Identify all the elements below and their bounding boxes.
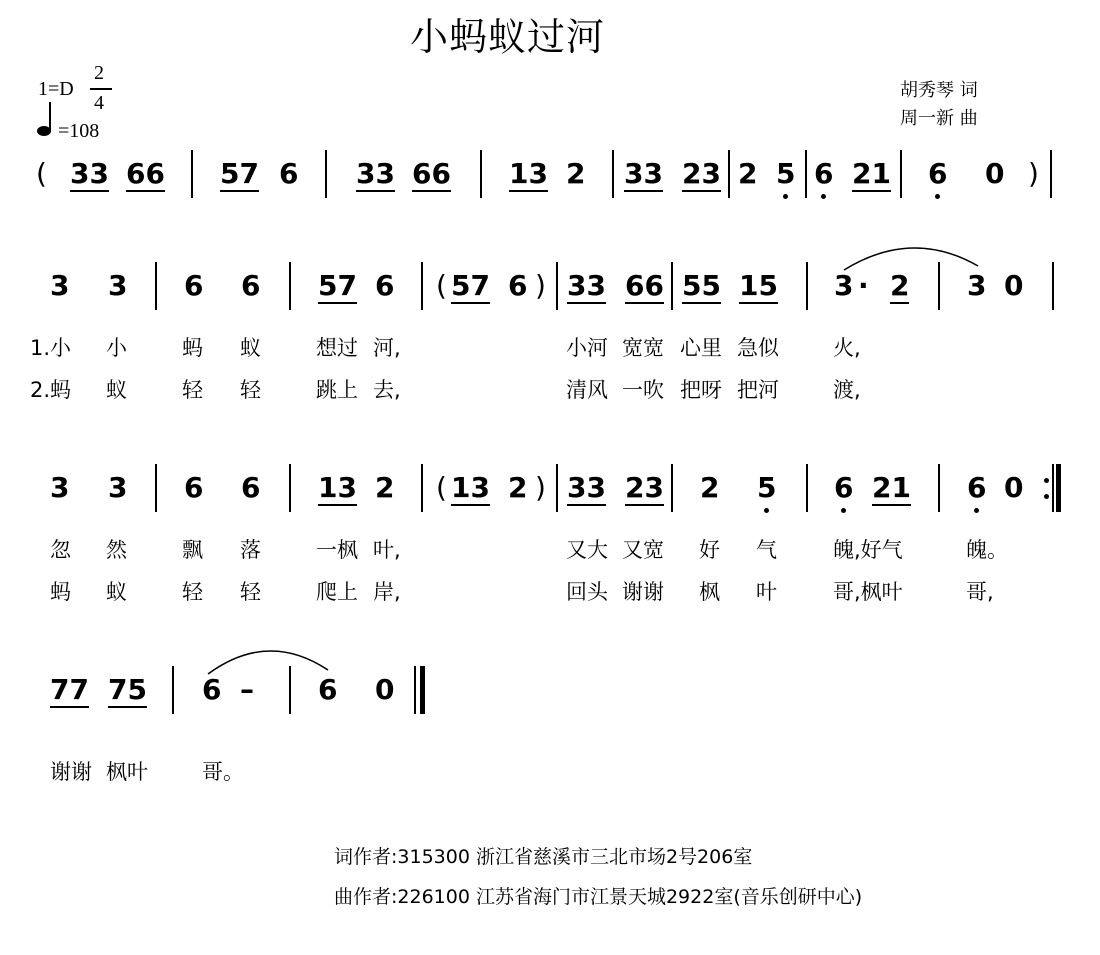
lyric-syllable: 枫叶 — [106, 760, 148, 784]
repeat-barline-thin — [1052, 464, 1054, 512]
lyric-syllable: 宽宽 — [622, 336, 664, 360]
quarter-note-icon — [36, 100, 56, 138]
note-low — [757, 471, 777, 504]
lyric-syllable: 小 — [106, 336, 127, 360]
barline — [671, 464, 673, 512]
note: 6 — [241, 471, 261, 504]
note: 6 — [375, 269, 395, 302]
note-group: 57 — [220, 157, 259, 190]
note-group: 13 — [451, 471, 490, 504]
lyric-syllable: 哥。 — [202, 760, 244, 784]
note-group: 57 — [318, 269, 357, 302]
note-group: 21 — [852, 157, 891, 190]
note-digit: 5 — [776, 157, 796, 190]
lyric-syllable: 蚁 — [240, 336, 261, 360]
close-paren: ) — [1028, 157, 1039, 190]
note-digit: 6 — [834, 471, 854, 504]
note: 6 — [318, 673, 338, 706]
lyric-syllable: 好 — [699, 538, 720, 562]
note-group: 33 — [70, 157, 109, 190]
note-group: 2 — [890, 269, 910, 302]
lyric-syllable: 又宽 — [622, 538, 664, 562]
barline — [289, 666, 291, 714]
lyric-syllable: 把河 — [737, 378, 779, 402]
lyric-syllable: 枫 — [699, 580, 720, 604]
lyric-syllable: 河, — [373, 336, 401, 360]
lyric-syllable: 回头 — [566, 580, 608, 604]
note-low — [834, 471, 854, 504]
note: 3 — [834, 269, 854, 302]
lyric-syllable: 轻 — [240, 580, 261, 604]
barline — [671, 262, 673, 310]
lyric-syllable: 一吹 — [622, 378, 664, 402]
lyric-syllable: 魄。 — [966, 538, 1008, 562]
barline — [805, 150, 807, 198]
repeat-dot-bottom — [1044, 494, 1049, 499]
open-paren: ( — [436, 471, 447, 504]
lyric-syllable: 落 — [240, 538, 261, 562]
lyric-syllable: 哥,枫叶 — [833, 580, 903, 604]
barline — [612, 150, 614, 198]
note: 3 — [108, 269, 128, 302]
tie-mark — [206, 640, 332, 680]
note-digit: 6 — [814, 157, 834, 190]
lyricist-credit: 胡秀琴 词 — [900, 80, 978, 101]
note-group: 13 — [509, 157, 548, 190]
lyric-syllable: 想过 — [316, 336, 358, 360]
tempo-mark: =108 — [58, 120, 100, 142]
lyric-syllable: 心里 — [680, 336, 722, 360]
note: 2 — [738, 157, 758, 190]
time-signature-line — [90, 88, 112, 90]
lyric-syllable: 火, — [833, 336, 861, 360]
lyric-syllable: 蚂 — [50, 580, 71, 604]
lyric-syllable: 轻 — [240, 378, 261, 402]
rest: 0 — [985, 157, 1005, 190]
rest: 0 — [1004, 471, 1024, 504]
notation-row-3 — [0, 471, 1100, 534]
note: 3 — [50, 471, 70, 504]
note: 6 — [184, 269, 204, 302]
barline — [806, 262, 808, 310]
note: 2 — [700, 471, 720, 504]
lyric-syllable: 2.蚂 — [30, 378, 72, 402]
lyric-syllable: 渡, — [833, 378, 861, 402]
note: 6 — [279, 157, 299, 190]
note-low — [967, 471, 987, 504]
song-title: 小蚂蚁过河 — [410, 15, 606, 59]
barline — [556, 464, 558, 512]
low-octave-dot — [841, 508, 846, 513]
note-group: 77 — [50, 673, 89, 706]
barline — [556, 262, 558, 310]
lyric-syllable: 去, — [373, 378, 401, 402]
lyric-syllable: 急似 — [737, 336, 779, 360]
lyric-syllable: 轻 — [182, 580, 203, 604]
note-group: 75 — [108, 673, 147, 706]
lyric-syllable: 忽 — [50, 538, 71, 562]
lyric-syllable: 谢谢 — [622, 580, 664, 604]
lyric-syllable: 爬上 — [316, 580, 358, 604]
note-group: 21 — [872, 471, 911, 504]
note-group: 66 — [412, 157, 451, 190]
lyric-syllable: 然 — [106, 538, 127, 562]
notation-row-2 — [0, 269, 1100, 332]
note-group: 33 — [356, 157, 395, 190]
lyric-syllable: 蚁 — [106, 580, 127, 604]
low-octave-dot — [783, 194, 788, 199]
low-octave-dot — [821, 194, 826, 199]
close-paren: ) — [535, 269, 546, 302]
barline — [155, 464, 157, 512]
note-group: 66 — [126, 157, 165, 190]
extension-dash: – — [240, 673, 254, 706]
lyric-syllable: 魄,好气 — [833, 538, 903, 562]
note: 2 — [375, 471, 395, 504]
close-paren: ) — [535, 471, 546, 504]
note-group: 66 — [625, 269, 664, 302]
repeat-dot-top — [1044, 478, 1049, 483]
lyric-syllable: 1.小 — [30, 336, 72, 360]
open-paren: ( — [436, 269, 447, 302]
note: 3 — [967, 269, 987, 302]
lyric-syllable: 小河 — [566, 336, 608, 360]
barline — [155, 262, 157, 310]
note-group: 33 — [567, 471, 606, 504]
note-group: 33 — [567, 269, 606, 302]
note: 6 — [241, 269, 261, 302]
lyricist-address: 词作者:315300 浙江省慈溪市三北市场2号206室 — [334, 846, 753, 868]
augmentation-dot: · — [858, 269, 869, 302]
barline — [900, 150, 902, 198]
barline — [1050, 150, 1052, 198]
lyric-syllable: 谢谢 — [50, 760, 92, 784]
low-octave-dot — [935, 194, 940, 199]
lyric-syllable: 跳上 — [316, 378, 358, 402]
note-group: 23 — [682, 157, 721, 190]
barline — [172, 666, 174, 714]
rest: 0 — [375, 673, 395, 706]
note-digit: 5 — [757, 471, 777, 504]
barline — [325, 150, 327, 198]
lyric-syllable: 又大 — [566, 538, 608, 562]
key-signature: 1=D — [38, 78, 74, 100]
barline — [728, 150, 730, 198]
notation-row-4 — [0, 673, 1100, 736]
barline — [480, 150, 482, 198]
barline — [289, 464, 291, 512]
low-octave-dot — [764, 508, 769, 513]
barline — [806, 464, 808, 512]
lyric-syllable: 哥, — [966, 580, 994, 604]
open-paren: ( — [36, 157, 47, 190]
final-barline-thick — [420, 666, 425, 714]
note-group: 15 — [739, 269, 778, 302]
time-signature-top: 2 — [94, 62, 104, 84]
note-digit: 6 — [967, 471, 987, 504]
barline — [421, 262, 423, 310]
notation-row-intro — [0, 157, 1100, 220]
barline — [938, 262, 940, 310]
note: 3 — [108, 471, 128, 504]
note-group: 57 — [451, 269, 490, 302]
note: 6 — [184, 471, 204, 504]
lyric-syllable: 叶 — [756, 580, 777, 604]
time-signature-bottom: 4 — [94, 92, 104, 114]
note-group: 55 — [682, 269, 721, 302]
composer-credit: 周一新 曲 — [900, 108, 978, 129]
lyric-syllable: 叶, — [373, 538, 401, 562]
lyric-syllable: 一枫 — [316, 538, 358, 562]
lyric-syllable: 蚂 — [182, 336, 203, 360]
note: 6 — [202, 673, 222, 706]
lyric-syllable: 把呀 — [680, 378, 722, 402]
lyric-syllable: 飘 — [182, 538, 203, 562]
barline — [938, 464, 940, 512]
note-group: 23 — [625, 471, 664, 504]
composer-address: 曲作者:226100 江苏省海门市江景天城2922室(音乐创研中心) — [334, 886, 863, 908]
final-barline-thin — [414, 666, 416, 714]
note-group: 33 — [624, 157, 663, 190]
lyric-syllable: 蚁 — [106, 378, 127, 402]
barline — [1052, 262, 1054, 310]
barline — [289, 262, 291, 310]
lyric-syllable: 岸, — [373, 580, 401, 604]
rest: 0 — [1004, 269, 1024, 302]
note-low — [814, 157, 834, 190]
barline — [421, 464, 423, 512]
note-digit: 6 — [928, 157, 948, 190]
note-low — [776, 157, 796, 190]
note: 2 — [508, 471, 528, 504]
note: 3 — [50, 269, 70, 302]
note: 2 — [566, 157, 586, 190]
low-octave-dot — [974, 508, 979, 513]
note-low — [928, 157, 948, 190]
lyric-syllable: 清风 — [566, 378, 608, 402]
note-group: 13 — [318, 471, 357, 504]
note: 6 — [508, 269, 528, 302]
lyric-syllable: 气 — [756, 538, 777, 562]
barline — [191, 150, 193, 198]
repeat-barline-thick — [1056, 464, 1061, 512]
lyric-syllable: 轻 — [182, 378, 203, 402]
